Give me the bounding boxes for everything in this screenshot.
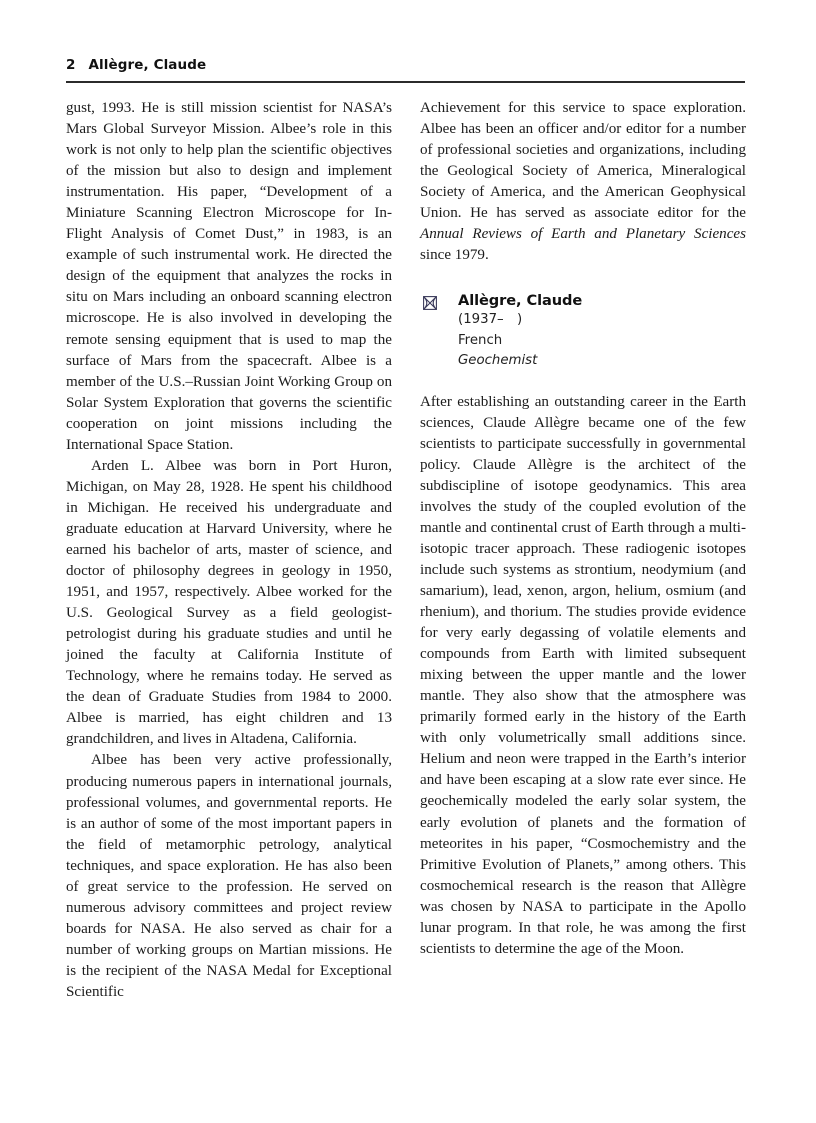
entry-dates: (1937– ) <box>458 312 523 328</box>
body-columns <box>66 98 746 1058</box>
paragraph-entry-body: After establishing an outstanding career in the Earth sciences, Claude Allègre became one of the few scientists to participate successfully in governmental policy. Claude Allègre is the architect of the subdiscipline of isotope geodynamics. This area involves the study of the coupled evolution of the mantle and continental crust of Earth through a multi-isotopic tracer approach. These radiogenic isotopes include such systems as strontium, neodymium (and samarium), lead, xenon, argon, helium, osmium (and rhenium), and thorium. The studies provide evidence for very early degassing of volatile elements and compounds from Earth with limited subsequent mixing between the upper mantle and the lower mantle. They also show that the atmosphere was primarily formed early in the history of the Earth with only volumetrically small additions since. Helium and neon were trapped in the Earth’s interior and have been escaping at a slow rate ever since. He geochemically modeled the early solar system, the early evolution of planets and the formation of meteorites in his paper, “Cosmochemistry and the Primitive Evolution of Planets,” among others. This cosmochemical research is the reason that Allègre was chosen by NASA to participate in the Apollo lunar program. In that role, he was among the first scientists to determine the age of the Moon. <box>420 393 746 957</box>
running-head-title: Allègre, Claude <box>88 57 207 73</box>
paragraph-continuation <box>420 98 746 266</box>
page-number: 2 <box>66 57 76 73</box>
paragraph-professional: Albee has been very active professionally, producing numerous papers in international journals, professional volumes, and governmental reports. He is an author of some of the most important papers in the field of metamorphic petrology, analytical techniques, and space exploration. He has also been of great service to the profession. He served on numerous advisory committees and project review boards for NASA. He also served as chair for a number of working groups on Martian missions. He is the recipient of the NASA Medal for Exceptional Scientific <box>66 752 392 1000</box>
entry-field: Geochemist <box>458 353 538 369</box>
left-column <box>66 98 392 1058</box>
running-head <box>66 57 746 73</box>
paragraph-continued: gust, 1993. He is still mission scientist for NASA’s Mars Global Surveyor Mission. Albee’s role in this work is not only to help plan the scientific objectives of the mission but also to design and implement instrumentation. His paper, “Development of a Miniature Scanning Electron Microscope for In-Flight Analysis of Comet Dust,” in 1983, is an example of such instrumental work. He directed the design of the equipment that analyzes the rocks in situ on Mars including an onboard scanning electron microscope. He is also involved in developing the remote sensing equipment that is used to map the surface of Mars from the spacecraft. Albee is a member of the U.S.–Russian Joint Working Group on Solar System Exploration that governs the scientific cooperation on joint missions including the International Space Station. <box>66 100 392 453</box>
header-rule <box>66 81 745 83</box>
entry-name: Allègre, Claude <box>458 292 583 310</box>
paragraph-biography: Arden L. Albee was born in Port Huron, Michigan, on May 28, 1928. He spent his childhood in Michigan. He received his undergraduate and graduate education at Harvard University, where he earned his bachelor of arts, master of science, and doctor of philosophy degrees in geology in 1950, 1951, and 1957, respectively. Albee worked for the U.S. Geological Survey as a field geologist-petrologist during his graduate studies and until he joined the faculty at California Institute of Technology, where he remains today. He served as the dean of Graduate Studies from 1984 to 2000. Albee is married, has eight children and 13 grandchildren, and lives in Altadena, California. <box>66 457 392 748</box>
encyclopedia-entry-header <box>420 291 746 371</box>
continuation-text-after: since 1979. <box>420 247 489 264</box>
continuation-text-before: Achievement for this service to space exploration. Albee has been an officer and/or editor for a number of professional societies and organizations, including the Geological Society of America, Mineralogical Society of America, and the American Geophysical Union. He has served as associate editor for the <box>420 100 746 222</box>
right-column <box>420 98 746 1058</box>
journal-title: Annual Reviews of Earth and Planetary Sciences <box>420 226 746 243</box>
entry-nationality: French <box>458 332 503 348</box>
bowtie-square-icon <box>423 296 437 310</box>
